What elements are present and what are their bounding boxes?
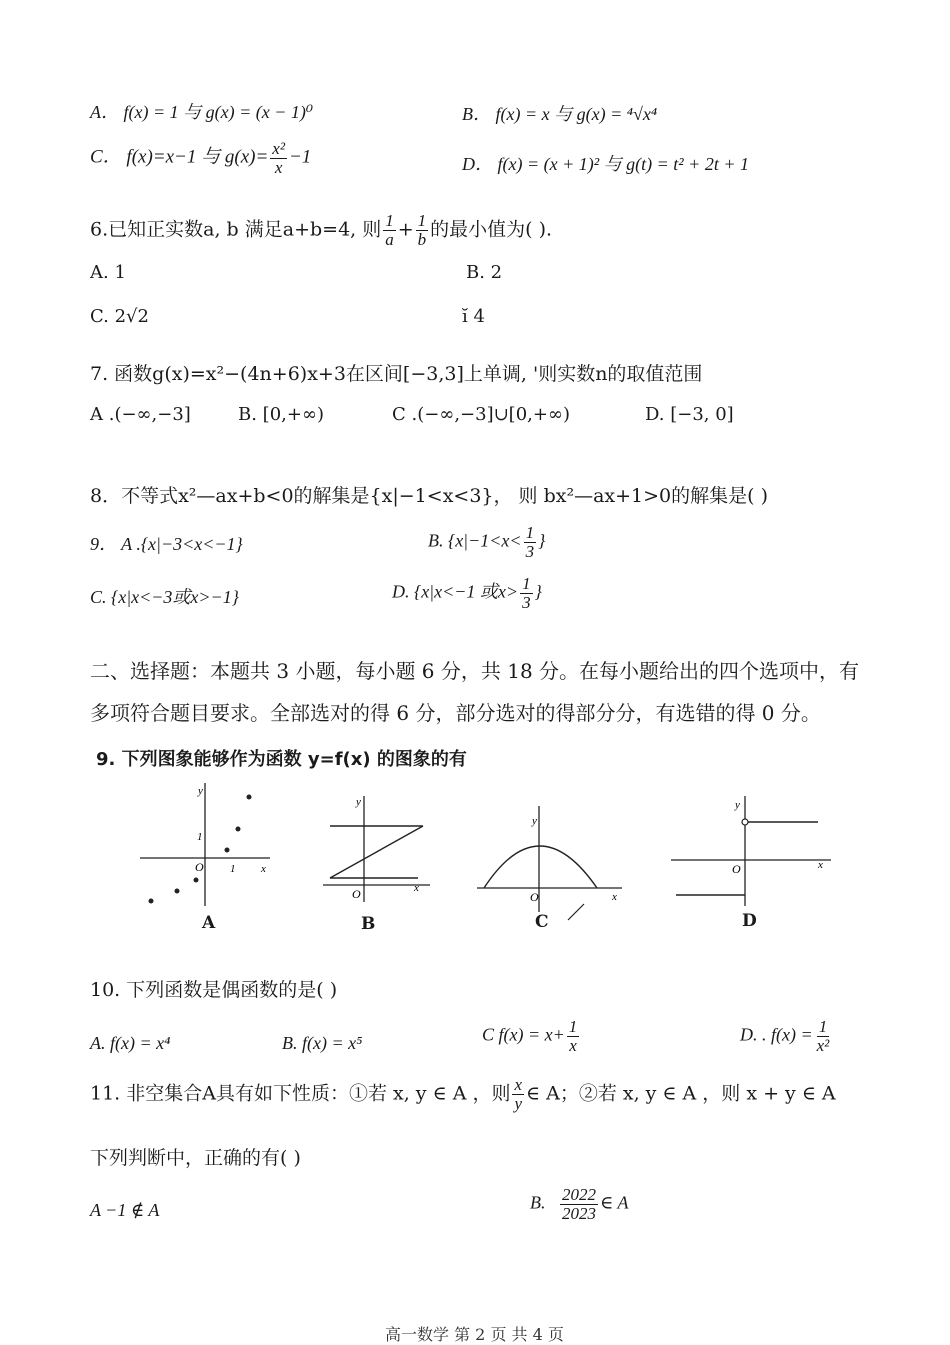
q10-option-a: A. f(x) = x⁴	[90, 1033, 171, 1053]
q11-frac-den: y	[514, 1093, 522, 1113]
q11-stem-suffix: ∈ A；②若 x, y ∈ A ，则 x + y ∈ A	[526, 1082, 836, 1105]
q8-b-num: 1	[525, 523, 535, 542]
q10-option-c	[482, 1018, 581, 1055]
q11-b-num: 2022	[562, 1185, 596, 1204]
svg-text:x: x	[414, 882, 419, 894]
q10-option-d	[740, 1018, 833, 1055]
q6-frac1-den: a	[385, 229, 394, 249]
q8-d-prefix: D. {x|x<−1 或x>	[392, 581, 519, 602]
q6-frac1-num: 1	[385, 211, 394, 230]
svg-text:x: x	[818, 859, 823, 871]
q10-c-den: x	[569, 1035, 577, 1055]
q11-b-prefix: B.	[530, 1192, 546, 1213]
q6-option-a: A. 1	[90, 262, 126, 283]
graph-b-label: B	[361, 914, 376, 934]
svg-text:O: O	[352, 887, 361, 901]
q5-option-a: A． f(x) = 1 与 g(x) = (x − 1)⁰	[90, 102, 314, 122]
svg-text:1: 1	[197, 831, 203, 843]
svg-text:O: O	[732, 862, 741, 876]
section2-intro-line1: 二、选择题：本题共 3 小题，每小题 6 分，共 18 分。在每小题给出的四个选项中，有	[90, 659, 860, 683]
q11-line2: 下列判断中，正确的有( )	[90, 1147, 301, 1169]
q11-b-den: 2023	[562, 1203, 596, 1223]
svg-text:O: O	[530, 890, 539, 904]
q6-option-d: ĭ 4	[462, 306, 485, 327]
svg-text:y: y	[198, 785, 203, 797]
q8-option-a: 9． A .{x|−3<x<−1}	[90, 534, 243, 554]
q8-option-b	[428, 524, 545, 561]
q5-option-c-prefix: C． f(x)=x−1 与 g(x)=	[90, 146, 269, 168]
q10-stem: 10. 下列函数是偶函数的是( )	[90, 979, 338, 1001]
q10-option-b: B. f(x) = x⁵	[282, 1033, 363, 1053]
graph-c-label: C	[535, 912, 549, 932]
q6-stem-prefix: 6.已知正实数a, b 满足a+b=4, 则	[90, 218, 382, 241]
graph-a-label: A	[202, 913, 216, 933]
q6-option-c: C. 2√2	[90, 306, 149, 327]
q8-d-den: 3	[522, 592, 531, 612]
q8-option-d	[392, 575, 542, 612]
q8-d-suffix: }	[534, 581, 542, 602]
svg-text:O: O	[195, 860, 204, 874]
section2-intro-line2: 多项符合题目要求。全部选对的得 6 分，部分选对的得部分分，有选错的得 0 分。	[90, 701, 821, 725]
q6-frac2-den: b	[417, 229, 427, 249]
graph-c	[472, 800, 632, 925]
q5-option-d: D． f(x) = (x + 1)² 与 g(t) = t² + 2t + 1	[462, 154, 749, 174]
svg-text:y: y	[735, 799, 740, 811]
q11-stem-prefix: 11. 非空集合A具有如下性质：①若 x, y ∈ A ，则	[90, 1082, 511, 1105]
q10-d-num: 1	[818, 1017, 828, 1036]
q7-option-d: D. [−3, 0]	[645, 404, 734, 425]
q10-d-prefix: D. . f(x) =	[740, 1024, 813, 1045]
svg-text:y: y	[356, 796, 361, 808]
q5-option-b: B． f(x) = x 与 g(x) = ⁴√x⁴	[462, 104, 658, 124]
q7-option-b: B. [0,+∞)	[238, 404, 324, 425]
q6-option-b: B. 2	[466, 262, 503, 283]
q8-d-num: 1	[522, 574, 531, 593]
q11-b-suffix: ∈ A	[600, 1192, 629, 1213]
q11-stem	[90, 1076, 836, 1113]
q5-c-denominator: x	[274, 157, 283, 177]
q11-option-b	[530, 1186, 629, 1223]
q11-option-a: A −1 ∉ A	[90, 1200, 160, 1220]
q9-stem: 9. 下列图象能够作为函数 y=f(x) 的图象的有	[96, 749, 467, 770]
q7-option-c: C .(−∞,−3]∪[0,+∞)	[392, 404, 570, 425]
graph-d-label: D	[742, 911, 757, 931]
q8-b-prefix: B. {x|−1<x<	[428, 530, 522, 551]
q7-option-a: A .(−∞,−3]	[90, 404, 191, 425]
svg-text:x: x	[261, 863, 266, 875]
graph-a	[135, 778, 280, 913]
q10-d-den: x²	[816, 1035, 830, 1055]
q8-option-c: C. {x|x<−3或x>−1}	[90, 587, 239, 607]
q7-stem: 7. 函数g(x)=x²−(4n+6)x+3在区间[−3,3]上单调, '则实数n的取值范围	[90, 363, 703, 385]
q5-option-c-suffix: −1	[288, 146, 312, 168]
page-footer: 高一数学 第 2 页 共 4 页	[385, 1325, 564, 1344]
q10-c-prefix: C f(x) = x+	[482, 1024, 565, 1045]
q10-c-num: 1	[568, 1017, 578, 1036]
q6-stem	[90, 212, 552, 249]
q6-plus: +	[397, 218, 414, 241]
q5-c-numerator: x²	[272, 139, 285, 158]
q8-b-den: 3	[525, 541, 535, 561]
svg-text:1: 1	[230, 863, 236, 875]
graph-b	[318, 790, 436, 910]
svg-text:y: y	[532, 815, 537, 827]
q6-stem-suffix: 的最小值为( ).	[430, 218, 553, 241]
svg-text:x: x	[612, 891, 617, 903]
q8-stem: 8．不等式x²—ax+b<0的解集是{x|−1<x<3}， 则 bx²—ax+1>0的解集是( )	[90, 485, 768, 507]
q11-frac-num: x	[514, 1075, 522, 1094]
q8-b-suffix: }	[538, 530, 546, 551]
graph-d	[666, 790, 836, 910]
q5-option-c	[90, 140, 311, 177]
q6-frac2-num: 1	[417, 211, 427, 230]
